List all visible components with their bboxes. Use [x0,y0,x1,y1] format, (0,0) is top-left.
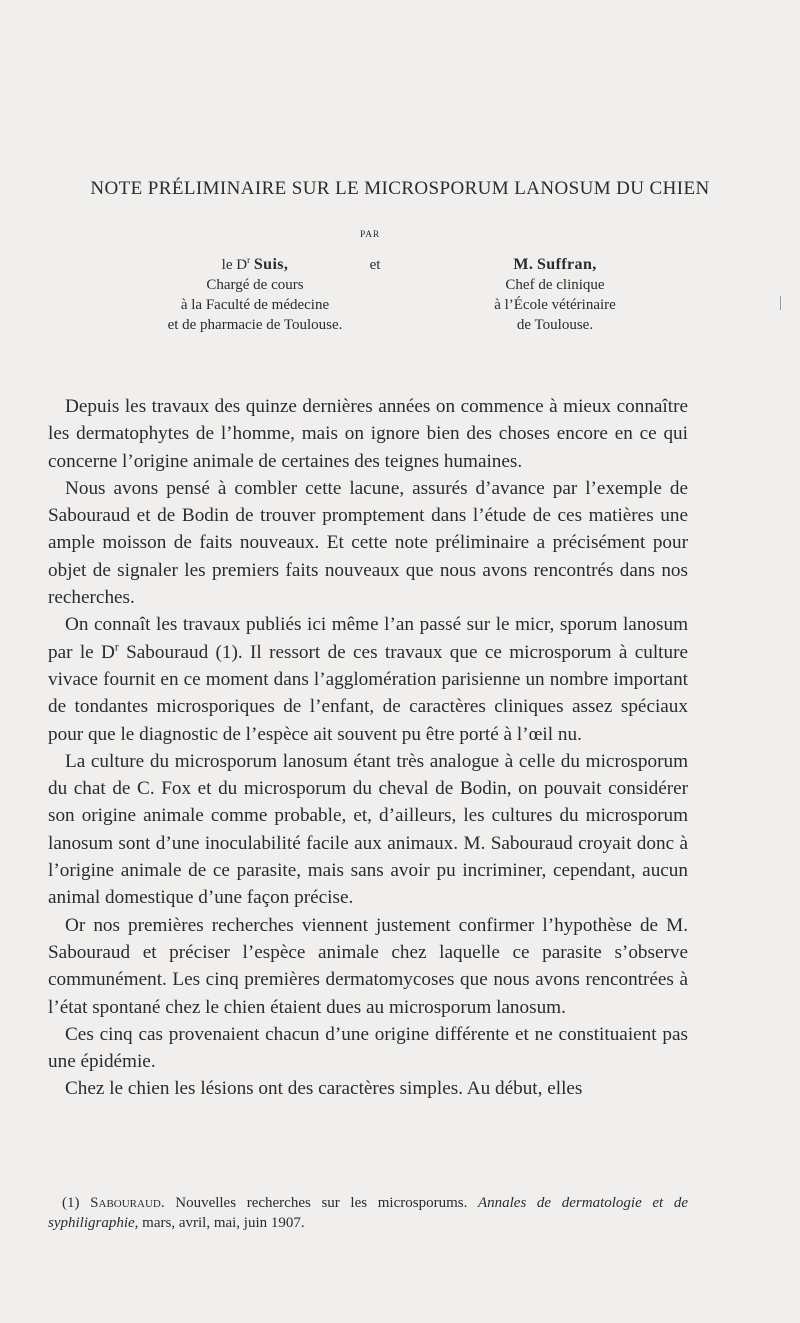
footnote-journal: Annales de dermatologie et de syphiligraphie, [48,1195,688,1231]
paragraph: On connaît les travaux publiés ici même l’an passé sur le micr, sporum lanosum par le $D^r$ Sabouraud (1). Il ressort de ces travaux que ce microsporum à culture vivace fournit en ce moment dans l’agglomération parisienne un nombre important de tondantes microsporiques de l’enfant, de caractères cliniques assez spéciaux pour que le diagnostic de l’espèce ait souvent pu être porté à l’œil nu. [48,614,688,745]
paragraph: Depuis les travaux des quinze dernières années on commence à mieux connaître les dermatophytes de l’homme, mais on ignore bien des choses encore en ce qui concerne l’origine animale de certaines des teignes humaines. [48,396,688,472]
author-affiliation-line: à la Faculté de médecine [180,297,330,313]
footnote-marker: (1) [62,1195,80,1211]
author-affiliation-line: et de pharmacie de Toulouse. [167,317,343,333]
paragraph: La culture du microsporum lanosum étant très analogue à celle du microsporum du chat de C. Fox et du microsporum du cheval de Bodin, on pouvait considérer son origine animale comme probable, et, d’ailleurs, les cultures du microsporum lanosum sont d’une inoculabilité facile aux animaux. M. Sabouraud croyait donc à l’origine animale de ce parasite, mais sans avoir pu incriminer, cependant, aucun animal domestique d’une façon précise. [48,750,688,909]
author-title-sup: r [247,255,251,265]
article-title: NOTE PRÉLIMINAIRE SUR LE MICROSPORUM LANOSUM DU CHIEN [90,178,710,199]
author-conjunction: et [369,257,381,273]
author-name: Suffran, [537,256,597,273]
author-affiliation-line: de Toulouse. [516,317,594,333]
author-title: le D [221,257,248,273]
article-body [48,393,688,1103]
footnote-author: Sabouraud. [90,1195,165,1211]
margin-mark [780,296,781,310]
author-title: M. [513,256,534,273]
author-affiliation-line: à l’École vétérinaire [494,297,616,313]
footnote-text: Nouvelles recherches sur les microsporums. [164,1195,478,1211]
author-name: Suis, [253,256,289,273]
by-line: PAR [359,230,380,240]
paragraph: Ces cinq cas provenaient chacun d’une origine différente et ne constituaient pas une épidémie. [48,1023,688,1073]
footnote [48,1193,688,1233]
author-affiliation-line: Chargé de cours [206,277,304,293]
paragraph: Chez le chien les lésions ont des caractères simples. Au début, elles [65,1078,583,1100]
author-suffran [410,255,700,335]
paragraph: Or nos premières recherches viennent justement confirmer l’hypothèse de M. Sabouraud et préciser l’espèce animale chez laquelle ce parasite s’observe communément. Les cinq premières dermatomycoses que nous avons rencontrées à l’état spontané chez le chien étaient dues au microsporum lanosum. [48,914,688,1018]
author-affiliation-line: Chef de clinique [505,277,605,293]
paragraph: Nous avons pensé à combler cette lacune, assurés d’avance par l’exemple de Sabouraud et de Bodin de trouver promptement dans l’étude de ces matières une ample moisson de faits nouveaux. Et cette note préliminaire a précisément pour objet de signaler les premiers faits nouveaux que nous avons rencontrés dans nos recherches. [48,477,688,609]
footnote-date: mars, avril, mai, juin 1907. [138,1215,305,1231]
